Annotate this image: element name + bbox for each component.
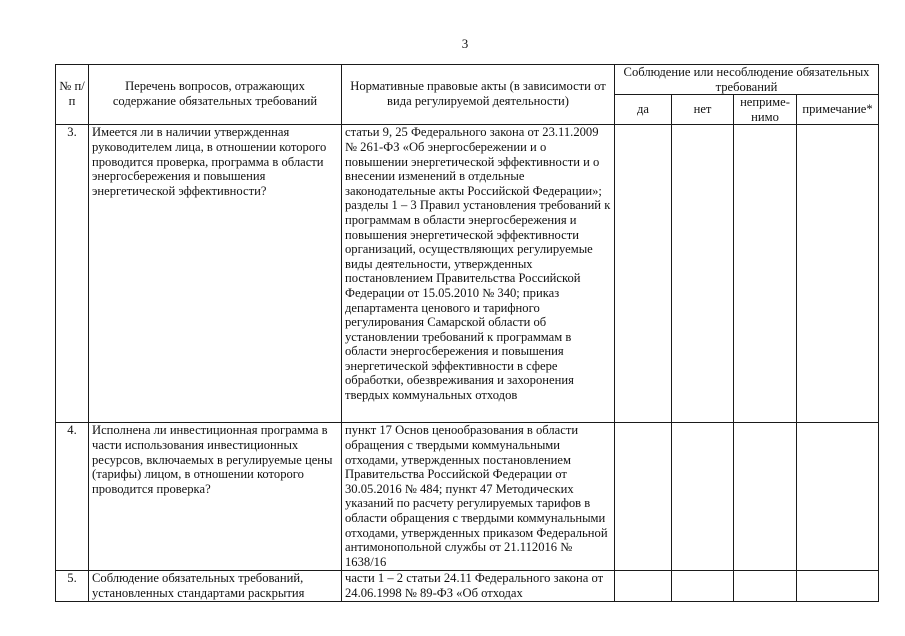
row-number: 5. (56, 571, 89, 601)
header-note: примечание* (797, 95, 879, 125)
cell-not-applicable (734, 571, 797, 601)
row-number: 3. (56, 125, 89, 423)
row-legal-acts: части 1 – 2 статьи 24.11 Федерального закона от 24.06.1998 № 89-ФЗ «Об отходах (342, 571, 615, 601)
cell-yes (615, 125, 672, 423)
cell-no (672, 423, 734, 571)
cell-no (672, 571, 734, 601)
cell-note (797, 423, 879, 571)
row-question: Исполнена ли инвестиционная программа в части использования инвестиционных ресурсов, включаемых в регулируемые цены (тарифы) лицом, в отношении которого проводится проверка? (89, 423, 342, 571)
header-not-applicable: неприме-нимо (734, 95, 797, 125)
table-row (56, 571, 879, 601)
cell-not-applicable (734, 423, 797, 571)
header-questions: Перечень вопросов, отражающих содержание обязательных требований (89, 65, 342, 125)
row-question: Соблюдение обязательных требований, установленных стандартами раскрытия (89, 571, 342, 601)
row-legal-acts: пункт 17 Основ ценообразования в области обращения с твердыми коммунальными отходами, утвержденных постановлением Правительства Российской Федерации от 30.05.2016 № 484; пункт 47 Методических указаний по расчету регулируемых тарифов в области обращения с твердыми коммунальными отходами, утвержденных приказом Федеральной антимонопольной службы от 21.112016 № 1638/16 (342, 423, 615, 571)
table-header (56, 65, 879, 125)
header-no: нет (672, 95, 734, 125)
row-question: Имеется ли в наличии утвержденная руководителем лица, в отношении которого проводится проверка, программа в области энергосбережения и повышения энергетической эффективности? (89, 125, 342, 423)
cell-yes (615, 423, 672, 571)
checklist-table (55, 64, 879, 602)
header-yes: да (615, 95, 672, 125)
table-row (56, 423, 879, 571)
cell-yes (615, 571, 672, 601)
header-compliance: Соблюдение или несоблюдение обязательных требований (615, 65, 879, 95)
page-number: 3 (461, 36, 469, 51)
header-number: № п/п (56, 65, 89, 125)
cell-note (797, 571, 879, 601)
row-legal-acts: статьи 9, 25 Федерального закона от 23.11.2009 № 261-ФЗ «Об энергосбережении и о повышении энергетической эффективности и о внесении изменений в отдельные законодательные акты Российской Федерации»; разделы 1 – 3 Правил установления требований к программам в области энергосбережения и повышения энергетической эффективности организаций, осуществляющих регулируемые виды деятельности, утвержденных постановлением Правительства Российской Федерации от 15.05.2010 № 340; приказ департамента ценового и тарифного регулирования Самарской области об установлении требований к программам в области энергосбережения и повышения энергетической эффективности в сфере обработки, обезвреживания и захоронения твердых коммунальных отходов (342, 125, 615, 423)
row-number: 4. (56, 423, 89, 571)
cell-not-applicable (734, 125, 797, 423)
header-legal-acts: Нормативные правовые акты (в зависимости от вида регулируемой деятельности) (342, 65, 615, 125)
table-row (56, 125, 879, 423)
cell-note (797, 125, 879, 423)
cell-no (672, 125, 734, 423)
